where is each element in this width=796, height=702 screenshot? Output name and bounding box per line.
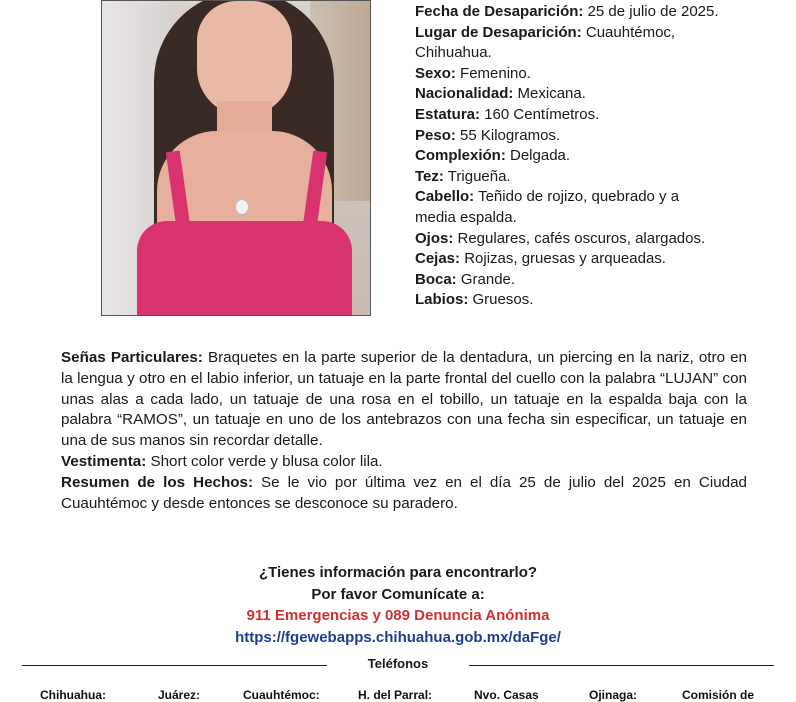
city-label: Juárez:	[158, 688, 201, 702]
detail-row: media espalda.	[415, 208, 517, 226]
detail-row: Sexo: Femenino.	[415, 64, 531, 82]
contact-section	[0, 562, 796, 648]
detail-row: Nacionalidad: Mexicana.	[415, 85, 586, 103]
detail-row: Chihuahua.	[415, 44, 492, 62]
detail-row: Cabello: Teñido de rojizo, quebrado y a	[415, 188, 680, 206]
city-label: Nvo. Casas	[474, 688, 539, 702]
city-label: Comisión de	[682, 688, 755, 702]
detail-row: Tez: Trigueña.	[415, 167, 511, 185]
missing-person-photo	[101, 0, 371, 316]
phones-divider	[22, 654, 774, 676]
photo-face	[197, 1, 292, 116]
description-section	[61, 348, 747, 514]
detail-row: Cejas: Rojizas, gruesas y arqueadas.	[415, 250, 666, 268]
contact-question: ¿Tienes información para encontrarlo?	[258, 564, 538, 581]
detail-row: Labios: Gruesos.	[415, 291, 534, 309]
detail-row: Peso: 55 Kilogramos.	[415, 126, 561, 144]
city-label: Cuauhtémoc:	[243, 688, 320, 702]
detail-row: Fecha de Desaparición: 25 de julio de 2025.	[415, 3, 719, 20]
photo-top	[137, 221, 352, 316]
website-link[interactable]: https://fgewebapps.chihuahua.gob.mx/daFge/	[235, 628, 561, 646]
contact-please: Por favor Comunícate a:	[311, 585, 485, 603]
detail-row: Complexión: Delgada.	[415, 147, 571, 165]
detail-row: Estatura: 160 Centímetros.	[415, 105, 600, 123]
detail-row: Ojos: Regulares, cafés oscuros, alargados.	[415, 229, 706, 247]
photo-pendant	[235, 199, 249, 215]
phones-label: Teléfonos	[367, 656, 429, 671]
divider-line	[469, 665, 774, 666]
detail-row: Lugar de Desaparición: Cuauhtémoc,	[415, 23, 676, 41]
senas-paragraph: Señas Particulares: Braquetes en la parte superior de la dentadura, un piercing en la nariz, otro en la lengua y otro en el labio inferior, un tatuaje en la parte frontal del cuello con la palabra “LUJAN” con unas alas a cada lado, un tatuaje de una rosa en el tobillo, un tatuaje en la espalda baja con la palabra “RAMOS”, un tatuaje en uno de los antebrazos con una fecha sin especificar, un tatuaje en una de sus manos sin recordar detalle.	[61, 349, 747, 450]
emergency-numbers: 911 Emergencias y 089 Denuncia Anónima	[246, 607, 550, 624]
city-label: Chihuahua:	[40, 688, 106, 702]
person-details	[415, 2, 785, 311]
detail-row: Boca: Grande.	[415, 270, 516, 288]
city-label: Ojinaga:	[589, 688, 638, 702]
city-label: H. del Parral:	[358, 688, 433, 702]
vestimenta-paragraph: Vestimenta: Short color verde y blusa color lila.	[61, 452, 383, 470]
resumen-paragraph: Resumen de los Hechos: Se le vio por última vez en el día 25 de julio del 2025 en Ciudad Cuauhtémoc y desde entonces se desconoce su paradero.	[61, 473, 747, 512]
